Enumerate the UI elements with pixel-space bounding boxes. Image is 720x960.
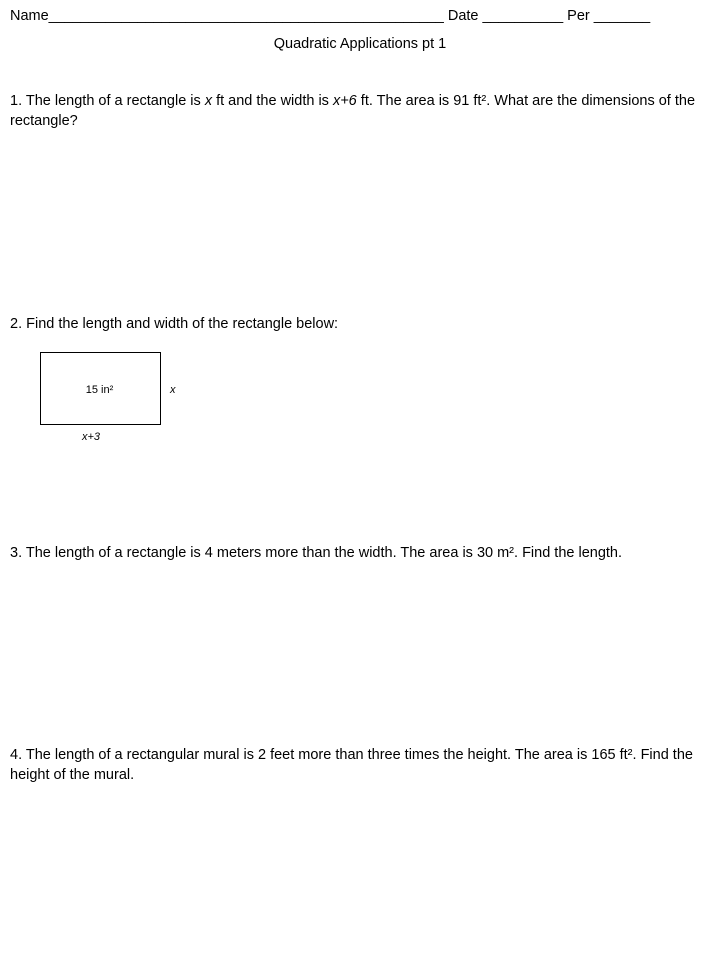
rectangle-side-label: x <box>170 384 176 396</box>
rectangle-bottom-label: x+3 <box>82 431 101 443</box>
header-name-date-period: Name_________________________________________________ Date __________ Per _______ <box>10 8 651 24</box>
rectangle-area-label: 15 in² <box>85 384 114 396</box>
problem-1 <box>10 91 715 131</box>
problem-1-var-x: x <box>204 93 213 109</box>
problem-1-var-x6: x+6 <box>332 93 357 109</box>
problem-1-text-c: ft. The area is 91 ft². What are the dimensions of the rectangle? <box>10 93 696 129</box>
problem-4: 4. The length of a rectangular mural is 2 feet more than three times the height. The area is 165 ft². Find the height of the mural. <box>10 747 693 783</box>
problem-1-text-b: ft and the width is <box>212 93 333 109</box>
problem-1-text-a: 1. The length of a rectangle is <box>10 93 205 109</box>
worksheet-title: Quadratic Applications pt 1 <box>273 36 447 52</box>
problem-2: 2. Find the length and width of the rectangle below: <box>10 316 339 332</box>
problem-3: 3. The length of a rectangle is 4 meters more than the width. The area is 30 m². Find the length. <box>10 545 623 561</box>
